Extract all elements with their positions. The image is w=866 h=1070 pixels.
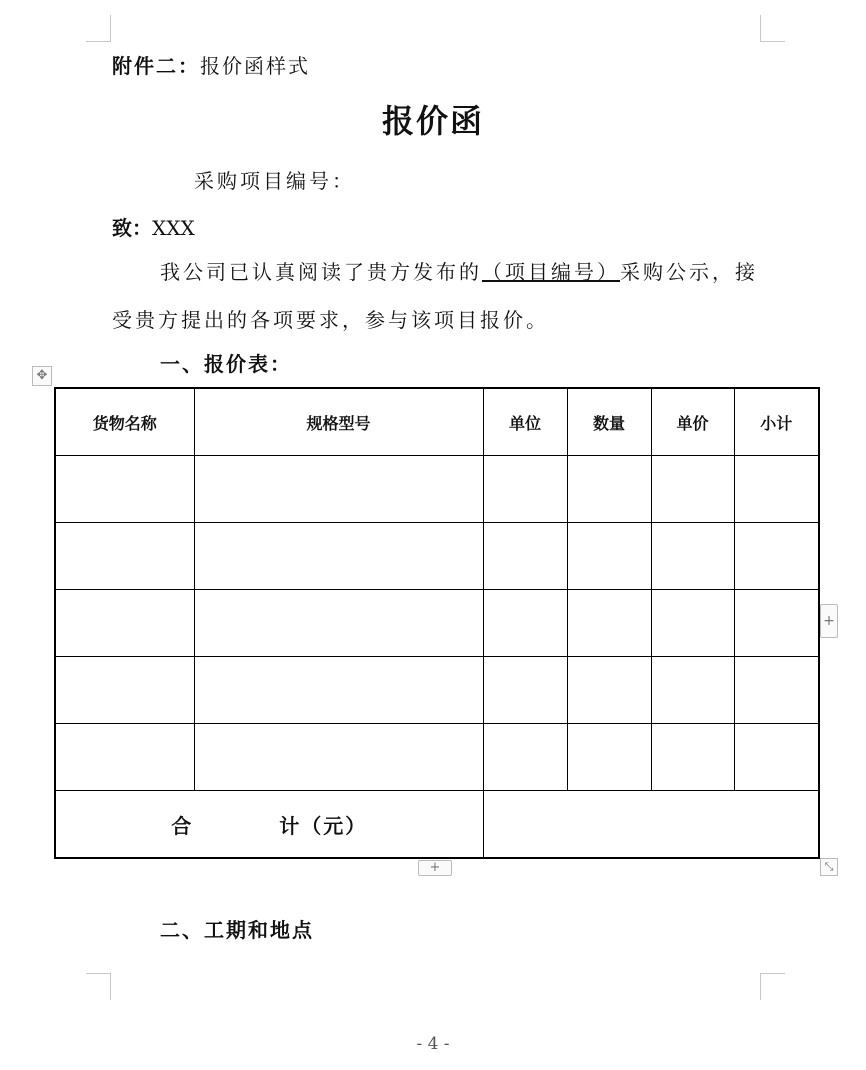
- table-cell[interactable]: [567, 657, 651, 724]
- table-cell[interactable]: [651, 657, 734, 724]
- table-row: [55, 590, 819, 657]
- table-cell[interactable]: [567, 456, 651, 523]
- table-cell[interactable]: [567, 523, 651, 590]
- paragraph-line-1-end: 采购公示，接: [620, 260, 758, 284]
- header-goods-name: 货物名称: [55, 388, 194, 456]
- table-row: [55, 724, 819, 791]
- table-header-row: [55, 388, 819, 456]
- table-move-handle[interactable]: [32, 366, 52, 386]
- table-cell[interactable]: [55, 523, 194, 590]
- table-cell[interactable]: [194, 590, 483, 657]
- table-cell[interactable]: [651, 590, 734, 657]
- paragraph-line-1-start: 我公司已认真阅读了贵方发布的: [160, 260, 482, 284]
- addressee-line: [112, 212, 195, 241]
- resize-icon: ⤡: [824, 860, 834, 873]
- table-cell[interactable]: [55, 456, 194, 523]
- paragraph-line-1: [160, 256, 758, 285]
- table-cell[interactable]: [651, 456, 734, 523]
- table-cell[interactable]: [55, 590, 194, 657]
- move-icon: ✥: [36, 368, 48, 383]
- crop-mark-bottom-left: [86, 973, 111, 1000]
- quote-table: [54, 387, 820, 859]
- table-cell[interactable]: [651, 523, 734, 590]
- total-label-part-2: 计（元）: [279, 813, 368, 838]
- table-cell[interactable]: [567, 724, 651, 791]
- plus-icon: +: [429, 860, 441, 875]
- table-cell[interactable]: [567, 590, 651, 657]
- header-specification: 规格型号: [194, 388, 483, 456]
- table-cell[interactable]: [55, 724, 194, 791]
- table-total-row: [55, 791, 819, 859]
- table-cell[interactable]: [55, 657, 194, 724]
- plus-icon: +: [823, 613, 835, 629]
- table-cell[interactable]: [734, 590, 819, 657]
- table-cell[interactable]: [194, 657, 483, 724]
- paragraph-line-2: 受贵方提出的各项要求，参与该项目报价。: [112, 308, 549, 332]
- table-cell[interactable]: [483, 590, 567, 657]
- addressee-label: 致：: [112, 216, 152, 240]
- total-value-cell[interactable]: [483, 791, 819, 859]
- document-title: 报价函: [381, 102, 484, 140]
- add-column-button[interactable]: [820, 604, 838, 638]
- section-heading-quote-table: 一、报价表：: [160, 352, 292, 376]
- total-label-cell: [55, 791, 483, 859]
- attachment-title: 报价函样式: [200, 54, 310, 78]
- table-row: [55, 657, 819, 724]
- table-cell[interactable]: [194, 523, 483, 590]
- table-cell[interactable]: [734, 657, 819, 724]
- project-number-label: 采购项目编号：: [194, 169, 355, 193]
- table-cell[interactable]: [483, 456, 567, 523]
- attachment-label: 附件二：: [112, 54, 200, 78]
- crop-mark-top-left: [86, 15, 111, 42]
- table-cell[interactable]: [734, 724, 819, 791]
- header-unit-price: 单价: [651, 388, 734, 456]
- addressee-value: XXX: [152, 216, 195, 240]
- table-cell[interactable]: [483, 657, 567, 724]
- table-cell[interactable]: [483, 523, 567, 590]
- table-cell[interactable]: [194, 724, 483, 791]
- page-number: - 4 -: [416, 1034, 450, 1054]
- crop-mark-bottom-right: [760, 973, 785, 1000]
- table-cell[interactable]: [194, 456, 483, 523]
- table-resize-handle[interactable]: [820, 858, 838, 876]
- attachment-heading: [112, 50, 310, 79]
- total-label-part-1: 合: [171, 813, 194, 838]
- table-cell[interactable]: [734, 523, 819, 590]
- table-row: [55, 456, 819, 523]
- section-heading-schedule-location: 二、工期和地点: [160, 918, 314, 942]
- header-unit: 单位: [483, 388, 567, 456]
- table-row: [55, 523, 819, 590]
- add-row-button[interactable]: [418, 860, 452, 876]
- table-cell[interactable]: [483, 724, 567, 791]
- table-cell[interactable]: [651, 724, 734, 791]
- header-quantity: 数量: [567, 388, 651, 456]
- table-cell[interactable]: [734, 456, 819, 523]
- header-subtotal: 小计: [734, 388, 819, 456]
- crop-mark-top-right: [760, 15, 785, 42]
- project-number-placeholder: （项目编号）: [482, 260, 620, 284]
